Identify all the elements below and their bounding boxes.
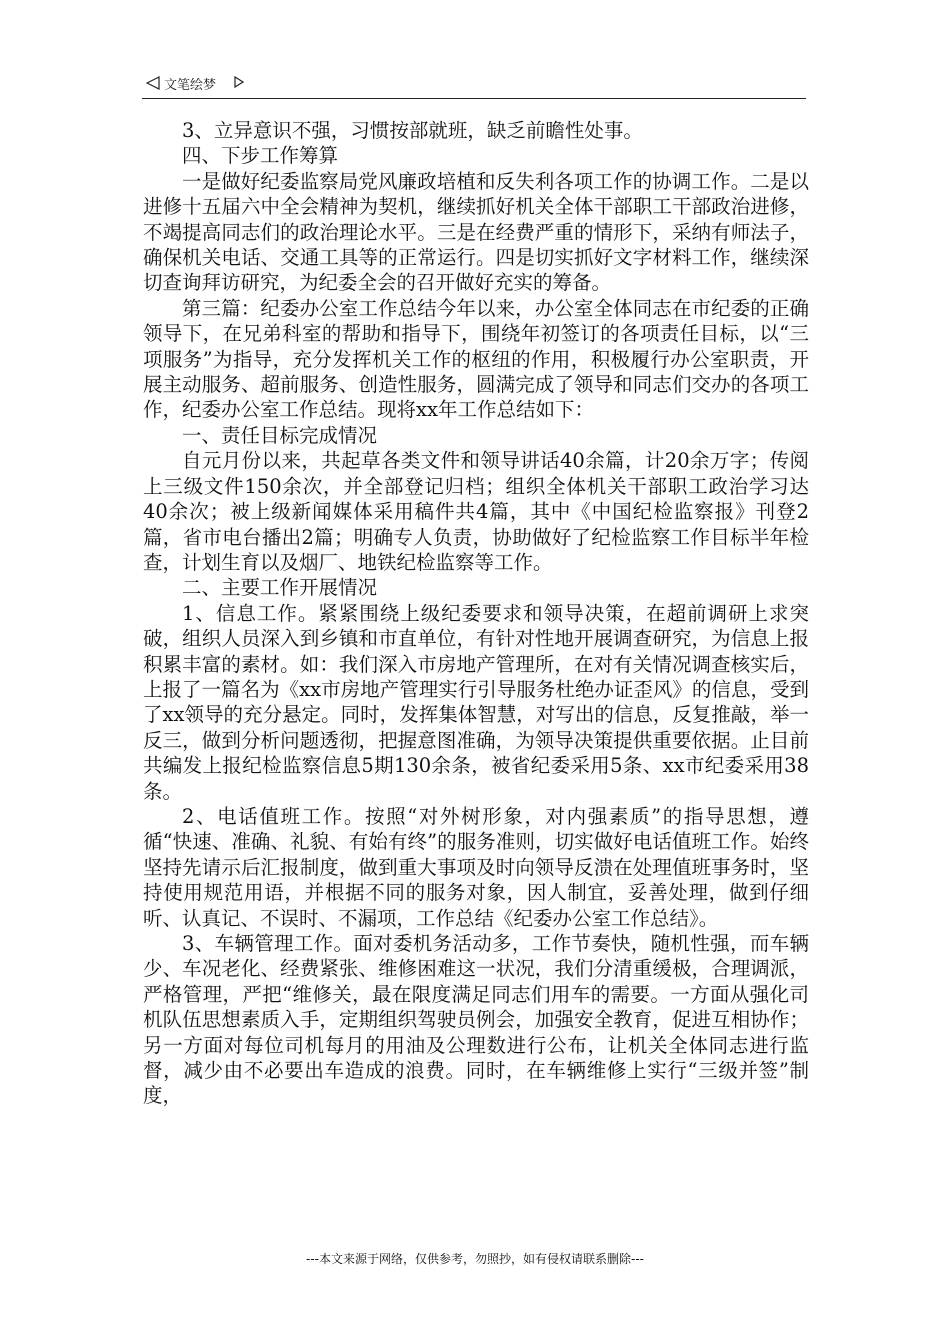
paragraph: 一是做好纪委监察局党风廉政培植和反失利各项工作的协调工作。二是以进修十五届六中全会精神为契机，继续抓好机关全体干部职工干部政治进修，不竭提高同志们的政治理论水平。三是在经费严重的情形下，采纳有师法子，确保机关电话、交通工具等的正常运行。四是切实抓好文字材料工作，继续深切查询拜访研究，为纪委全会的召开做好充实的筹备。 [143, 169, 809, 295]
paragraph: 1、信息工作。紧紧围绕上级纪委要求和领导决策，在超前调研上求突破，组织人员深入到乡镇和市直单位，有针对性地开展调查研究，为信息上报积累丰富的素材。如：我们深入市房地产管理所，在对有关情况调查核实后，上报了一篇名为《xx市房地产管理实行引导服务杜绝办证歪风》的信息，受到了xx领导的充分悬定。同时，发挥集体智慧，对写出的信息，反复推敲，举一反三，做到分析问题透彻，把握意图准确，为领导决策提供重要依据。止目前共编发上报纪检监察信息5期130余条，被省纪委采用5条、xx市纪委采用38条。 [143, 601, 809, 803]
paragraph: 第三篇：纪委办公室工作总结今年以来，办公室全体同志在市纪委的正确领导下，在兄弟科室的帮助和指导下，围绕年初签订的各项责任目标，以“三项服务”为指导，充分发挥机关工作的枢纽的作用，积极履行办公室职责，开展主动服务、超前服务、创造性服务，圆满完成了领导和同志们交办的各项工作，纪委办公室工作总结。现将xx年工作总结如下： [143, 296, 809, 422]
triangle-left-icon [146, 76, 160, 90]
footer-disclaimer: ---本文来源于网络，仅供参考，勿照抄，如有侵权请联系删除--- [306, 1252, 644, 1266]
paragraph: 自元月份以来，共起草各类文件和领导讲话40余篇，计20余万字；传阅上三级文件150余次，并全部登记归档；组织全体机关干部职工政治学习达40余次；被上级新闻媒体采用稿件共4篇，其中《中国纪检监察报》刊登2篇，省市电台播出2篇；明确专人负责，协助做好了纪检监察工作目标半年检查，计划生育以及烟厂、地铁纪检监察等工作。 [143, 449, 809, 574]
paragraph: 3、车辆管理工作。面对委机务活动多，工作节奏快，随机性强，而车辆少、车况老化、经费紧张、维修困难这一状况，我们分清重缓极，合理调派，严格管理，严把“维修关，最在限度满足同志们用车的需要。一方面从强化司机队伍思想素质入手，定期组织驾驶员例会，加强安全教育，促进互相协作；另一方面对每位司机每月的用油及公理数进行公布，让机关全体同志进行监督，减少由不必要出车造成的浪费。同时，在车辆维修上实行“三级并签”制度， [143, 932, 809, 1108]
section-heading: 四、下步工作筹算 [182, 144, 339, 168]
document-body [143, 118, 809, 1109]
paragraph: 3、立异意识不强，习惯按部就班，缺乏前瞻性处事。 [182, 119, 643, 142]
page-header [142, 70, 806, 99]
section-heading: 一、责任目标完成情况 [182, 423, 378, 447]
section-heading: 二、主要工作开展情况 [182, 576, 378, 600]
triangle-right-icon [234, 76, 244, 88]
header-title: 文笔绘梦 [164, 78, 217, 93]
paragraph: 2、电话值班工作。按照“对外树形象，对内强素质”的指导思想，遵循“快速、准确、礼貌、有始有终”的服务准则，切实做好电话值班工作。始终坚持先请示后汇报制度，做到重大事项及时向领导反溃在处理值班事务时，坚持使用规范用语，并根据不同的服务对象，因人制宜，妥善处理，做到仔细听、认真记、不误时、不漏项，工作总结《纪委办公室工作总结》。 [143, 804, 809, 930]
